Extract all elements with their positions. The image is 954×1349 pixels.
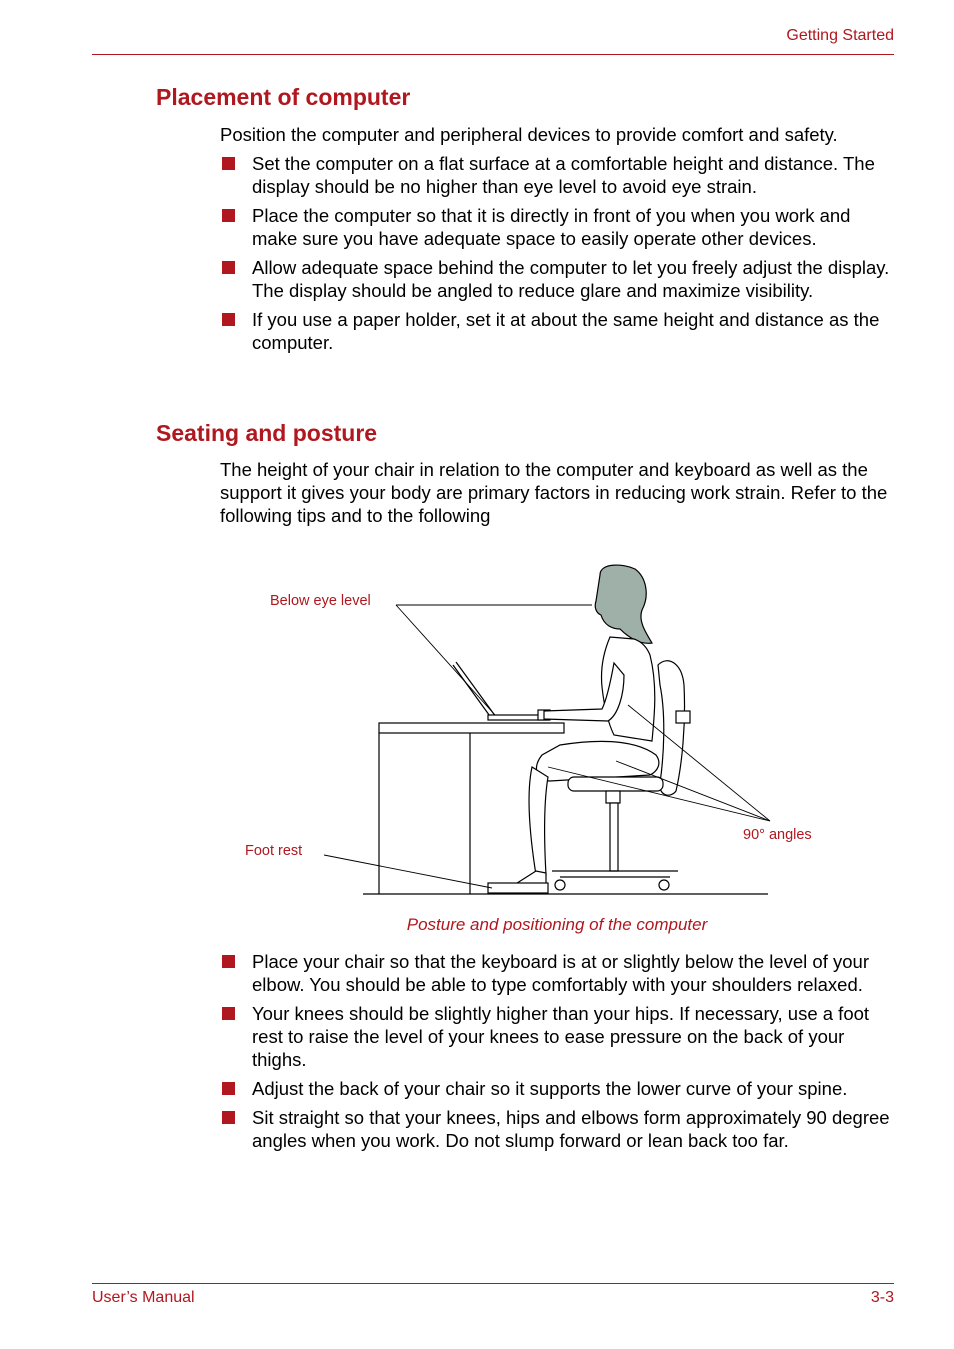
list-item: Place your chair so that the keyboard is at or slightly below the level of your elbow. You should be able to type comfortably with your shoulders relaxed. <box>220 950 900 996</box>
seating-intro: The height of your chair in relation to the computer and keyboard as well as the support it gives your body are primary factors in reducing work strain. Refer to the following tips and to the following <box>220 459 888 526</box>
running-header: Getting Started <box>786 27 894 44</box>
bullet-square-icon <box>222 209 235 222</box>
bullet-square-icon <box>222 157 235 170</box>
bullet-square-icon <box>222 261 235 274</box>
footer-manual-title: User’s Manual <box>92 1289 195 1306</box>
placement-bullet-list <box>220 152 900 360</box>
posture-illustration <box>230 555 840 905</box>
section-title-placement: Placement of computer <box>156 84 411 110</box>
section-title-seating: Seating and posture <box>156 420 378 446</box>
list-item: Allow adequate space behind the computer to let you freely adjust the display. The display should be angled to reduce glare and maximize visibility. <box>220 256 900 302</box>
figure-caption: Posture and positioning of the computer <box>406 915 708 934</box>
page-number: 3-3 <box>870 1289 894 1306</box>
seating-bullet-list <box>220 950 900 1158</box>
placement-intro: Position the computer and peripheral devices to provide comfort and safety. <box>220 124 838 145</box>
label-below-eye-level: Below eye level <box>270 593 371 609</box>
label-90-angles: 90° angles <box>743 827 812 843</box>
bullet-square-icon <box>222 313 235 326</box>
list-item: Place the computer so that it is directly in front of you when you work and make sure you have adequate space to easily operate other devices. <box>220 204 900 250</box>
bullet-square-icon <box>222 1007 235 1020</box>
list-item: Your knees should be slightly higher than your hips. If necessary, use a foot rest to raise the level of your knees to ease pressure on the back of your thighs. <box>220 1002 900 1071</box>
bullet-square-icon <box>222 955 235 968</box>
footer-rule <box>92 1283 894 1284</box>
list-item: Sit straight so that your knees, hips and elbows form approximately 90 degree angles when you work. Do not slump forward or lean back too far. <box>220 1106 900 1152</box>
list-item: Set the computer on a flat surface at a comfortable height and distance. The display should be no higher than eye level to avoid eye strain. <box>220 152 900 198</box>
bullet-square-icon <box>222 1111 235 1124</box>
label-foot-rest: Foot rest <box>245 843 303 859</box>
header-rule <box>92 54 894 55</box>
list-item: If you use a paper holder, set it at about the same height and distance as the computer. <box>220 308 900 354</box>
bullet-square-icon <box>222 1082 235 1095</box>
list-item: Adjust the back of your chair so it supports the lower curve of your spine. <box>220 1077 900 1100</box>
